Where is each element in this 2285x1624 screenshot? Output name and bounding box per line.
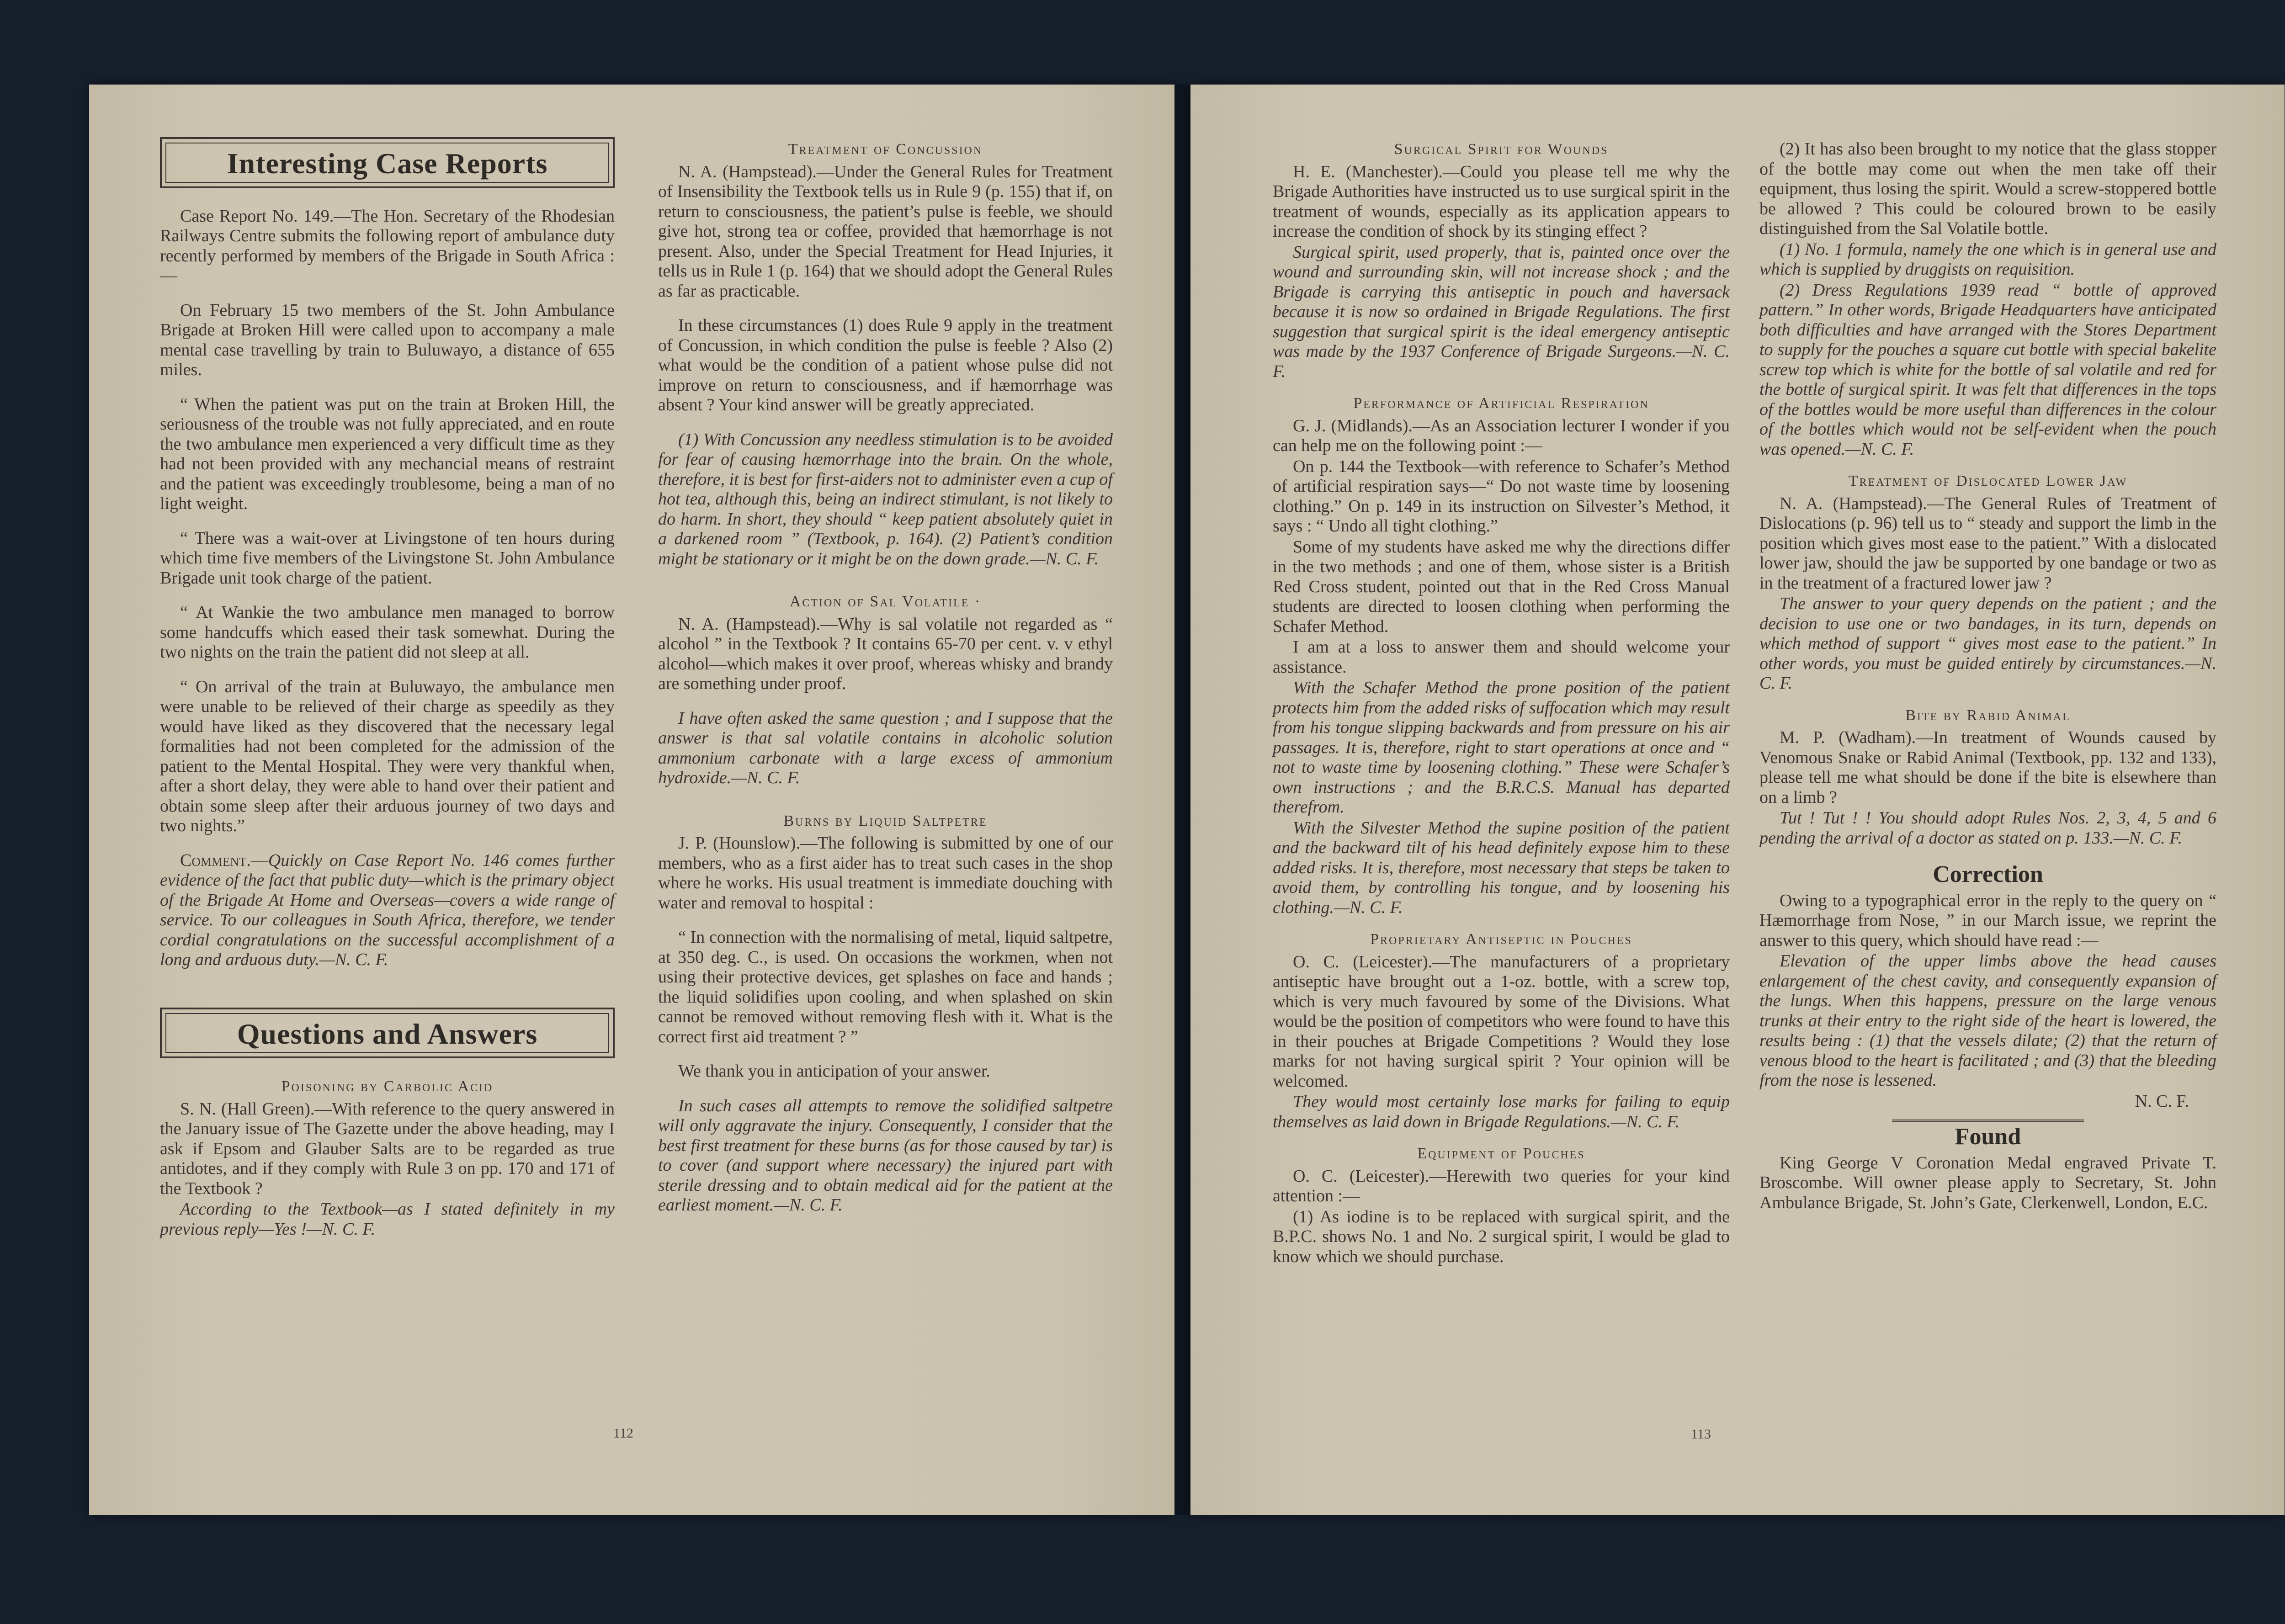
found-title: Found (1955, 1124, 2021, 1150)
case-report-comment (160, 851, 615, 970)
correction-signature: N. C. F. (2135, 1091, 2189, 1111)
answer-text: (1) With Concussion any needless stimulation is to be avoided for fear of causing hæmorrhage into the brain. On the whole, therefore, it is best for first-aiders not to administer even a cup of hot tea, although this, being an indirect stimulant, is not likely to do harm. In short, they should “ keep patient absolutely quiet in a darkened room ” (Textbook, p. 164). (2) Patient’s condition might be stationary or it might be on the down grade.—N. C. F. (658, 430, 1113, 568)
case-report-paragraph: “ When the patient was put on the train at Broken Hill, the seriousness of the trouble was not fully appreciated, and en route the two ambulance men experienced a very difficult time as they had not been provided with any mechancial means of restraint and the patient was exceedingly troublesome, being a man of no light weight. (160, 394, 615, 513)
section-heading: Treatment of Concussion (788, 141, 983, 158)
page-number-left: 112 (613, 1426, 633, 1441)
section-heading: Performance of Artificial Respiration (1353, 395, 1649, 412)
question-text: M. P. (Wadham).—In treatment of Wounds caused by Venomous Snake or Rabid Animal (Textbook, pp. 132 and 133), please tell me what should be done if the bite is elsewhere than on a limb ? (1759, 728, 2216, 807)
page-number-right: 113 (1691, 1427, 1711, 1442)
question-text: I am at a loss to answer them and should welcome your assistance. (1273, 637, 1730, 677)
section-heading: Bite by Rabid Animal (1905, 706, 2071, 724)
found-text: King George V Coronation Medal engraved Private T. Broscombe. Will owner please apply to Secretary, St. John Ambulance Brigade, St. John’s Gate, Clerkenwell, London, E.C. (1759, 1153, 2216, 1212)
question-text: (1) As iodine is to be replaced with surgical spirit, and the B.P.C. shows No. 1 and No. 2 surgical spirit, I would be glad to know which we should purchase. (1273, 1207, 1730, 1266)
answer-text: (2) Dress Regulations 1939 read “ bottle of approved pattern.” In other words, Brigade Headquarters have anticipated both difficulties and have arranged with the Stores Department to supply for the pouches a square cut bottle with special bakelite screw top which is white for the bottle of sal volatile and red for the bottle of surgical spirit. It was felt that differences in the tops of the bottles would be more useful than differences in the colour of the bottles which would not be self-evident when the pouch was opened.—N. C. F. (1759, 280, 2216, 459)
book-gutter (1174, 85, 1190, 1515)
correction-text: Owing to a typographical error in the reply to the query on “ Hæmorrhage from Nose, ” in our March issue, we reprint the answer to this query, which should have read :— (1759, 891, 2216, 950)
section-heading: Action of Sal Volatile · (789, 593, 982, 610)
left-column-2 (658, 139, 1113, 1216)
section-heading: Burns by Liquid Saltpetre (783, 812, 988, 829)
case-report-paragraph: On February 15 two members of the St. John Ambulance Brigade at Broken Hill were called upon to accompany a male mental case travelling by train to Buluwayo, a distance of 655 miles. (160, 300, 615, 379)
section-divider (1892, 1120, 2084, 1122)
answer-text: I have often asked the same question ; and I suppose that the answer is that sal volatile contains in alcoholic solution ammonium carbonate with a large excess of ammonium hydroxide.—N. C. F. (658, 708, 1113, 787)
question-text: S. N. (Hall Green).—With reference to the query answered in the January issue of The Gazette under the above heading, may I ask if Epsom and Glauber Salts are to be regarded as true antidotes, and if they comply with Rule 3 on pp. 170 and 171 of the Textbook ? (160, 1099, 615, 1198)
question-text: O. C. (Leicester).—The manufacturers of a proprietary antiseptic have brought out a 1-oz. bottle, with a screw top, which is very much favoured by some of the Divisions. What would be the position of competitors who were found to have this in their pouches at Brigade Competitions ? Would they lose marks for not having surgical spirit ? Your opinion will be welcomed. (1273, 952, 1730, 1091)
right-column-2 (1759, 139, 2216, 1214)
correction-title: Correction (1933, 861, 2043, 887)
case-report-paragraph: “ On arrival of the train at Buluwayo, the ambulance men were unable to be relieved of their charge as speedily as they would have liked as they discovered that the necessary legal formalities had not been completed for the admission of the patient to the Mental Hospital. They were very thankful when, after a short delay, they were able to hand over their patient and obtain some sleep after their arduous journey of two days and two nights.” (160, 677, 615, 835)
question-text: H. E. (Manchester).—Could you please tell me why the Brigade Authorities have instructed us to use surgical spirit in the treatment of wounds, especially as its application appears to increase the condition of shock by its stinging effect ? (1273, 162, 1730, 241)
questions-answers-title: Questions and Answers (165, 1013, 609, 1053)
questions-answers-box (160, 1008, 615, 1059)
question-text: J. P. (Hounslow).—The following is submitted by one of our members, who as a first aider has to treat such cases in the shop where he works. His usual treatment is immediate douching with water and removal to hospital : (658, 833, 1113, 913)
section-heading: Treatment of Dislocated Lower Jaw (1848, 472, 2128, 489)
comment-label: Comment.— (180, 850, 268, 870)
answer-text: Tut ! Tut ! ! You should adopt Rules Nos. 2, 3, 4, 5 and 6 pending the arrival of a doctor as stated on p. 133.—N. C. F. (1759, 808, 2216, 848)
question-text: G. J. (Midlands).—As an Association lecturer I wonder if you can help me on the following point :— (1273, 416, 1730, 455)
question-text: Some of my students have asked me why the directions differ in the two methods ; and one of them, whose sister is a British Red Cross student, pointed out that in the Red Cross Manual students are directed to loosen clothing when performing the Schafer Method. (1273, 537, 1730, 636)
case-reports-box (160, 137, 615, 188)
answer-text: They would most certainly lose marks for failing to equip themselves as laid down in Brigade Regulations.—N. C. F. (1273, 1092, 1730, 1131)
case-reports-title: Interesting Case Reports (165, 143, 609, 183)
answer-text: In such cases all attempts to remove the solidified saltpetre will only aggravate the injury. Consequently, I consider that the best first treatment for these burns (as for those caused by tar) is to cover (and support where necessary) the injured part with sterile dressing and to obtain medical aid for the patient at the earliest moment.—N. C. F. (658, 1096, 1113, 1215)
question-text: N. A. (Hampstead).—Why is sal volatile not regarded as “ alcohol ” in the Textbook ? It contains 65-70 per cent. v. v ethyl alcohol—which makes it over proof, whereas whisky and brandy are something under proof. (658, 614, 1113, 693)
right-column-1 (1273, 139, 1730, 1268)
answer-text: (1) No. 1 formula, namely the one which is in general use and which is supplied by druggists on requisition. (1759, 239, 2216, 279)
section-heading: Surgical Spirit for Wounds (1394, 141, 1609, 158)
question-text: N. A. (Hampstead).—Under the General Rules for Treatment of Insensibility the Textbook tells us in Rule 9 (p. 155) that if, on return to consciousness, the patient’s pulse is feeble, we should give hot, strong tea or coffee, provided that hæmorrhage is not present. Also, under the Special Treatment for Head Injuries, it tells us in Rule 1 (p. 164) that we should adopt the General Rules as far as practicable. (658, 162, 1113, 301)
question-text: In these circumstances (1) does Rule 9 apply in the treatment of Concussion, in which condition the pulse is feeble ? Also (2) what would be the condition of a patient whose pulse did not improve on return to consciousness, and if hæmorrhage was absent ? Your kind answer will be greatly appreciated. (658, 316, 1113, 414)
question-text: On p. 144 the Textbook—with reference to Schafer’s Method of artificial respiration says—“ Do not waste time by loosening clothing.” On p. 149 in its instruction on Silvester’s Method, it says : “ Undo all tight clothing.” (1273, 456, 1730, 536)
answer-text: The answer to your query depends on the patient ; and the decision to use one or two bandages, in its turn, depends on which method of support “ gives most ease to the patient.” In other words, you must be guided entirely by circumstances.—N. C. F. (1759, 594, 2216, 693)
case-report-paragraph: “ There was a wait-over at Livingstone of ten hours during which time five members of the Livingstone St. John Ambulance Brigade unit took charge of the patient. (160, 528, 615, 588)
case-report-intro: Case Report No. 149.—The Hon. Secretary of the Rhodesian Railways Centre submits the following report of ambulance duty recently performed by members of the Brigade in South Africa :— (160, 206, 615, 285)
question-text: “ In connection with the normalising of metal, liquid saltpetre, at 350 deg. C., is used. On occasions the workmen, when not using their protective devices, get splashes on face and hands ; the liquid solidifies upon cooling, and when splashed on skin cannot be removed without removing flesh with it. What is the correct first aid treatment ? ” (658, 928, 1113, 1046)
left-column-1 (160, 137, 615, 1240)
case-report-paragraph: “ At Wankie the two ambulance men managed to borrow some handcuffs which eased their task somewhat. During the two nights on the train the patient did not sleep at all. (160, 603, 615, 662)
answer-text: According to the Textbook—as I stated definitely in my previous reply—Yes !—N. C. F. (160, 1199, 615, 1239)
section-heading: Equipment of Pouches (1417, 1145, 1585, 1162)
section-heading: Poisoning by Carbolic Acid (281, 1078, 494, 1095)
question-text: O. C. (Leicester).—Herewith two queries for your kind attention :— (1273, 1166, 1730, 1205)
answer-text: With the Schafer Method the prone position of the patient protects him from the added risks of suffocation which may result from his tongue slipping backwards and from pressure on his air passages. It is, therefore, right to start operations at once and “ not to waste time by loosening clothing.” These were Schafer’s own instructions ; and the B.R.C.S. Manual has departed therefrom. (1273, 678, 1730, 817)
correction-answer: Elevation of the upper limbs above the head causes enlargement of the chest cavity, and consequently expansion of the lungs. When this happens, pressure on the large venous trunks at their entry to the right side of the heart is lowered, the results being : (1) that the vessels dilate; (2) that the return of venous blood to the heart is facilitated ; and (3) that the bleeding from the nose is lessened. (1759, 951, 2216, 1090)
section-heading: Proprietary Antiseptic in Pouches (1370, 931, 1632, 948)
answer-text: With the Silvester Method the supine position of the patient and the backward tilt of his head definitely expose him to these added risks. It is, therefore, most necessary that steps be taken to avoid them, by controlling his tongue, and by loosening his clothing.—N. C. F. (1273, 818, 1730, 917)
question-text: We thank you in anticipation of your answer. (678, 1061, 990, 1081)
comment-text: Quickly on Case Report No. 146 comes further evidence of the fact that public duty—which is the primary object of the Brigade At Home and Overseas—covers a wide range of service. To our colleagues in South Africa, therefore, we tender cordial congratulations on the successful accomplishment of a long and arduous duty.—N. C. F. (160, 850, 615, 969)
question-text: (2) It has also been brought to my notice that the glass stopper of the bottle may come out when the men take off their equipment, thus losing the spirit. Would a screw-stoppered bottle be allowed ? This could be coloured brown to be easily distinguished from the Sal Volatile bottle. (1759, 139, 2216, 238)
question-text: N. A. (Hampstead).—The General Rules of Treatment of Dislocations (p. 96) tell us to “ steady and support the limb in the position which gives most ease to the patient.” With a dislocated lower jaw, should the jaw be supported by one bandage or two as in the treatment of a fractured lower jaw ? (1759, 494, 2216, 593)
answer-text: Surgical spirit, used properly, that is, painted once over the wound and surrounding skin, will not increase shock ; and the Brigade is carrying this antiseptic in pouch and haversack because it is now so ordained in Brigade Regulations. The first suggestion that surgical spirit is the ideal emergency antiseptic was made by the 1937 Conference of Brigade Surgeons.—N. C. F. (1273, 242, 1730, 381)
